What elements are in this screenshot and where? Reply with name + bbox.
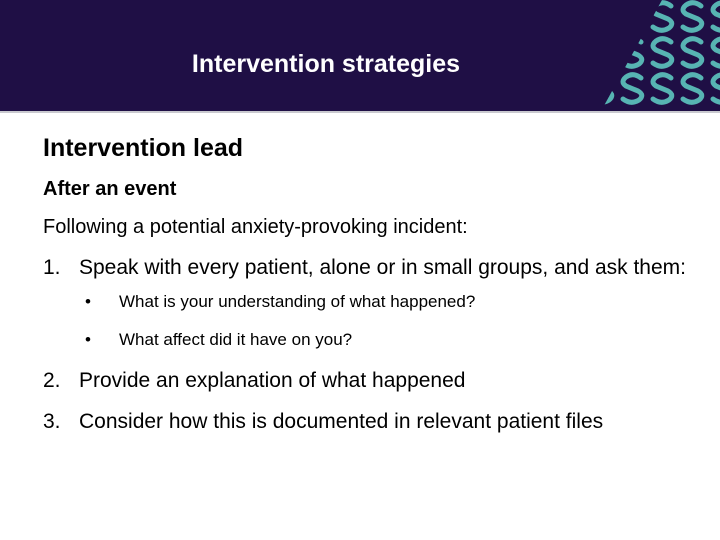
step-item [43,254,703,281]
bullet-marker: • [85,330,91,349]
intro-text: Following a potential anxiety-provoking incident: [43,216,468,238]
step-item [43,367,703,394]
slide-header [0,0,720,113]
step-text: Speak with every patient, alone or in small groups, and ask them: [79,256,686,279]
bullet-marker: • [85,292,91,311]
step-number: 1. [43,256,61,279]
step-text: Provide an explanation of what happened [79,369,466,392]
question-list [43,291,703,351]
slide-body [43,132,703,435]
step-item [43,408,703,435]
slide-title: Intervention strategies [191,50,461,78]
bullet-text: What affect did it have on you? [119,330,353,349]
step-text: Consider how this is documented in relevant patient files [79,410,604,433]
list-item [43,291,703,313]
subsection-heading: After an event [43,178,177,200]
step-number: 2. [43,369,61,392]
header-divider [0,111,720,113]
step-number: 3. [43,410,61,433]
section-heading: Intervention lead [43,134,244,162]
bullet-text: What is your understanding of what happened? [119,292,476,311]
list-item [43,329,703,351]
